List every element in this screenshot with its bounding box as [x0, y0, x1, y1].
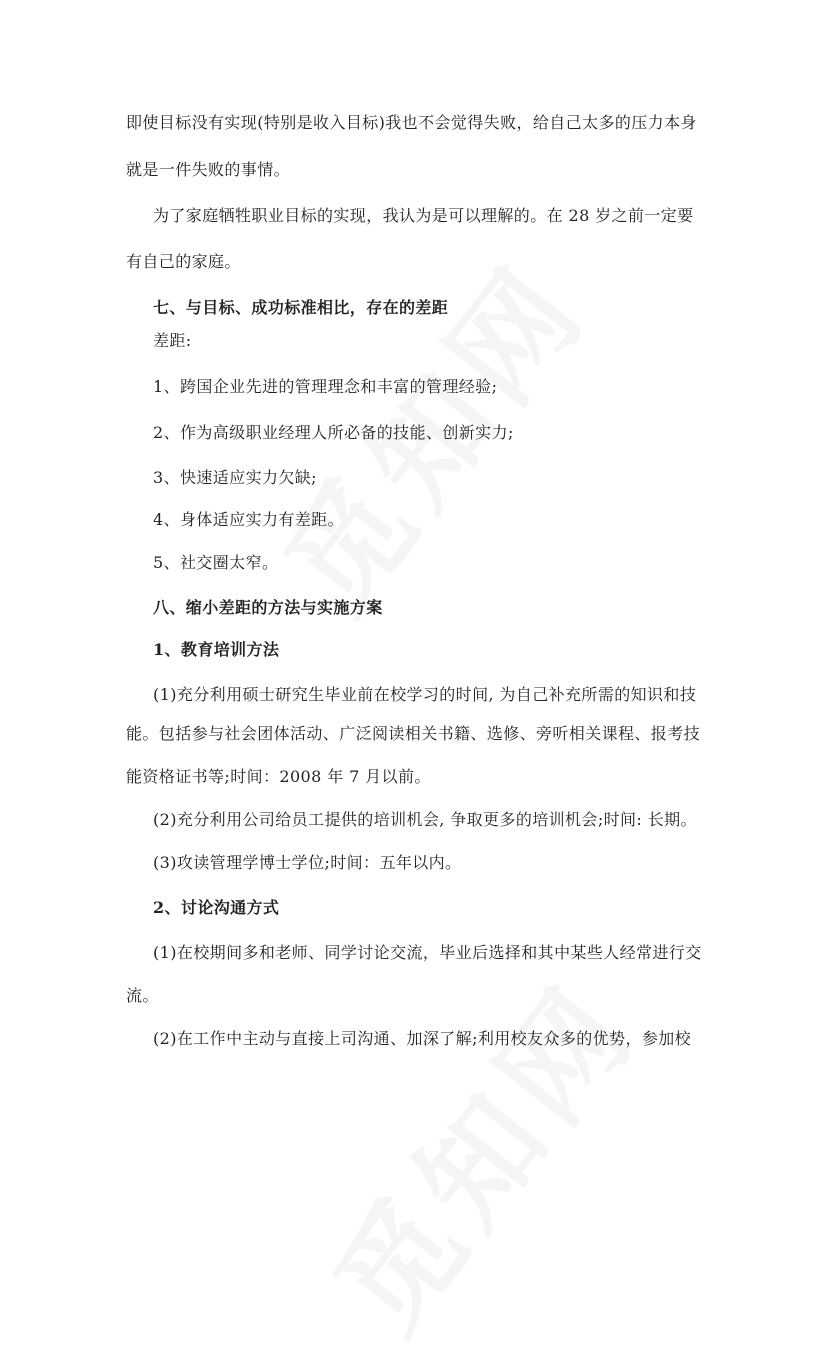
list-item: 4、身体适应实力有差距。: [153, 510, 344, 529]
paragraph-line: (2)在工作中主动与直接上司沟通、加深了解;利用校友众多的优势，参加校: [153, 1029, 692, 1048]
paragraph-line: 就是一件失败的事情。: [126, 160, 291, 179]
paragraph-line: 有自己的家庭。: [126, 252, 241, 271]
list-item: 5、社交圈太窄。: [153, 553, 279, 572]
paragraph-line: (3)攻读管理学博士学位;时间：五年以内。: [153, 853, 462, 872]
section-heading: 七、与目标、成功标准相比，存在的差距: [153, 298, 449, 317]
section-heading: 八、缩小差距的方法与实施方案: [153, 598, 383, 617]
paragraph-line: 差距:: [153, 331, 192, 350]
subsection-heading: 1、教育培训方法: [153, 640, 280, 659]
paragraph-line: 能。包括参与社会团体活动、广泛阅读相关书籍、选修、旁听相关课程、报考技: [126, 724, 701, 743]
list-item: 1、跨国企业先进的管理理念和丰富的管理经验;: [153, 377, 498, 396]
paragraph-line: (1)在校期间多和老师、同学讨论交流，毕业后选择和其中某些人经常进行交: [153, 943, 702, 962]
list-item: 3、快速适应实力欠缺;: [153, 468, 317, 487]
paragraph-line: (2)充分利用公司给员工提供的培训机会, 争取更多的培训机会;时间: 长期。: [153, 810, 697, 829]
paragraph-line: (1)充分利用硕士研究生毕业前在校学习的时间, 为自己补充所需的知识和技: [153, 685, 697, 704]
subsection-heading: 2、讨论沟通方式: [153, 898, 280, 917]
paragraph-line: 即使目标没有实现(特别是收入目标)我也不会觉得失败，给自己太多的压力本身: [126, 113, 697, 132]
paragraph-line: 流。: [126, 986, 159, 1005]
paragraph-line: 能资格证书等;时间：2008 年 7 月以前。: [126, 767, 431, 786]
watermark-lower: [302, 997, 637, 1363]
paragraph-line: 为了家庭牺牲职业目标的实现，我认为是可以理解的。在 28 岁之前一定要: [153, 206, 694, 225]
list-item: 2、作为高级职业经理人所必备的技能、创新实力;: [153, 423, 514, 442]
